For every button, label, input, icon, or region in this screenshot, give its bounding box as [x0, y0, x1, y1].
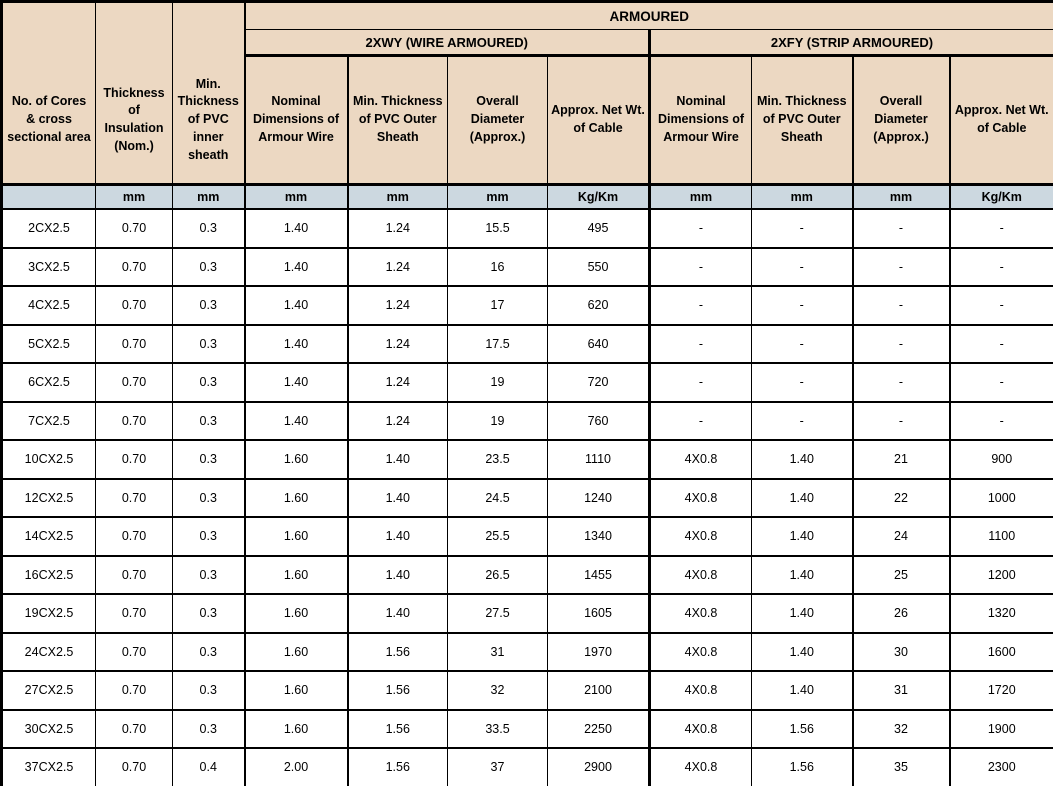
unit-cell: mm: [448, 185, 548, 210]
data-cell: 1.24: [348, 402, 448, 441]
data-cell: 21: [853, 440, 950, 479]
column-header-2xfy-net-weight: Approx. Net Wt. of Cable: [950, 56, 1053, 185]
data-cell: 26: [853, 594, 950, 633]
data-cell: 1.40: [348, 440, 448, 479]
data-cell: 2900: [548, 748, 650, 786]
unit-cell: Kg/Km: [548, 185, 650, 210]
data-cell: 550: [548, 248, 650, 287]
data-cell: 1.40: [245, 325, 348, 364]
data-cell: 1.60: [245, 556, 348, 595]
data-cell: 1100: [950, 517, 1053, 556]
data-cell: 0.3: [173, 710, 245, 749]
row-header-cell: 16CX2.5: [2, 556, 96, 595]
data-cell: 1240: [548, 479, 650, 518]
armoured-group-row: [2, 2, 1053, 30]
data-cell: 1.40: [752, 556, 853, 595]
data-cell: 1.40: [752, 633, 853, 672]
data-cell: 0.3: [173, 517, 245, 556]
data-cell: -: [752, 363, 853, 402]
data-cell: 0.70: [96, 363, 173, 402]
data-cell: -: [853, 286, 950, 325]
data-cell: 1.56: [348, 748, 448, 786]
data-cell: 0.3: [173, 479, 245, 518]
data-cell: 4X0.8: [650, 748, 752, 786]
column-header-2xwy-overall-diameter: Overall Diameter (Approx.): [448, 56, 548, 185]
data-cell: 1110: [548, 440, 650, 479]
armoured-group-header: ARMOURED: [245, 2, 1053, 30]
data-cell: 1.40: [348, 556, 448, 595]
data-cell: 1.40: [245, 363, 348, 402]
data-cell: 1.24: [348, 209, 448, 248]
unit-cell: mm: [96, 185, 173, 210]
data-cell: 1.56: [752, 748, 853, 786]
data-cell: 4X0.8: [650, 710, 752, 749]
data-cell: 0.3: [173, 325, 245, 364]
data-cell: -: [853, 325, 950, 364]
table-header: [2, 2, 1053, 210]
row-header-cell: 10CX2.5: [2, 440, 96, 479]
data-cell: 4X0.8: [650, 633, 752, 672]
data-cell: 0.70: [96, 671, 173, 710]
data-cell: 1.24: [348, 325, 448, 364]
data-cell: 1.40: [752, 517, 853, 556]
data-cell: -: [650, 209, 752, 248]
data-cell: 23.5: [448, 440, 548, 479]
data-cell: 2250: [548, 710, 650, 749]
data-cell: -: [650, 325, 752, 364]
row-header-cell: 19CX2.5: [2, 594, 96, 633]
data-cell: 1605: [548, 594, 650, 633]
data-cell: 1.40: [348, 594, 448, 633]
table-row: [2, 402, 1053, 441]
data-cell: -: [950, 402, 1053, 441]
data-cell: 2.00: [245, 748, 348, 786]
data-cell: 17: [448, 286, 548, 325]
table-row: [2, 517, 1053, 556]
data-cell: 0.3: [173, 440, 245, 479]
data-cell: 4X0.8: [650, 479, 752, 518]
data-cell: 1.60: [245, 710, 348, 749]
data-cell: 0.70: [96, 556, 173, 595]
data-cell: 495: [548, 209, 650, 248]
unit-cell: mm: [173, 185, 245, 210]
data-cell: 1200: [950, 556, 1053, 595]
table-row: [2, 325, 1053, 364]
data-cell: -: [853, 363, 950, 402]
data-cell: 1000: [950, 479, 1053, 518]
unit-cell: [2, 185, 96, 210]
unit-cell: mm: [348, 185, 448, 210]
data-cell: 33.5: [448, 710, 548, 749]
data-cell: -: [752, 248, 853, 287]
data-cell: 1.40: [752, 594, 853, 633]
column-header-2xwy-armour-wire: Nominal Dimensions of Armour Wire: [245, 56, 348, 185]
data-cell: 1970: [548, 633, 650, 672]
data-cell: 32: [853, 710, 950, 749]
table-row: [2, 209, 1053, 248]
data-cell: 31: [853, 671, 950, 710]
table-row: [2, 594, 1053, 633]
unit-cell: mm: [752, 185, 853, 210]
column-header-cores: No. of Cores & cross sectional area: [2, 2, 96, 185]
data-cell: 0.4: [173, 748, 245, 786]
table-row: [2, 748, 1053, 786]
data-cell: 0.70: [96, 633, 173, 672]
data-cell: 1.60: [245, 479, 348, 518]
column-header-2xwy-outer-sheath: Min. Thickness of PVC Outer Sheath: [348, 56, 448, 185]
data-cell: 25.5: [448, 517, 548, 556]
data-cell: 1720: [950, 671, 1053, 710]
data-cell: 1600: [950, 633, 1053, 672]
data-cell: 720: [548, 363, 650, 402]
data-cell: 0.70: [96, 594, 173, 633]
data-cell: 0.3: [173, 594, 245, 633]
table-row: [2, 556, 1053, 595]
data-cell: 1.24: [348, 286, 448, 325]
data-cell: 19: [448, 363, 548, 402]
row-header-cell: 24CX2.5: [2, 633, 96, 672]
data-cell: 22: [853, 479, 950, 518]
column-header-2xfy-overall-diameter: Overall Diameter (Approx.): [853, 56, 950, 185]
data-cell: 1.60: [245, 517, 348, 556]
data-cell: 1340: [548, 517, 650, 556]
data-cell: 37: [448, 748, 548, 786]
data-cell: 1.40: [348, 517, 448, 556]
data-cell: 1.24: [348, 363, 448, 402]
data-cell: 4X0.8: [650, 594, 752, 633]
data-cell: -: [950, 209, 1053, 248]
data-cell: 1.40: [752, 479, 853, 518]
data-cell: 0.70: [96, 479, 173, 518]
row-header-cell: 7CX2.5: [2, 402, 96, 441]
data-cell: -: [650, 286, 752, 325]
data-cell: 0.70: [96, 209, 173, 248]
data-cell: 0.70: [96, 248, 173, 287]
data-cell: -: [950, 286, 1053, 325]
data-cell: 0.3: [173, 633, 245, 672]
data-cell: 30: [853, 633, 950, 672]
data-cell: 0.70: [96, 748, 173, 786]
row-header-cell: 30CX2.5: [2, 710, 96, 749]
data-cell: 4X0.8: [650, 671, 752, 710]
data-cell: 1.40: [245, 248, 348, 287]
row-header-cell: 27CX2.5: [2, 671, 96, 710]
data-cell: 15.5: [448, 209, 548, 248]
data-cell: 35: [853, 748, 950, 786]
unit-cell: Kg/Km: [950, 185, 1053, 210]
table-row: [2, 286, 1053, 325]
data-cell: 1.40: [348, 479, 448, 518]
data-cell: -: [752, 209, 853, 248]
data-cell: 1.24: [348, 248, 448, 287]
data-cell: 2300: [950, 748, 1053, 786]
data-cell: 0.70: [96, 517, 173, 556]
data-cell: 31: [448, 633, 548, 672]
data-cell: 19: [448, 402, 548, 441]
data-cell: 1.56: [348, 710, 448, 749]
data-cell: 1.60: [245, 633, 348, 672]
column-header-2xfy-armour-wire: Nominal Dimensions of Armour Wire: [650, 56, 752, 185]
data-cell: 0.3: [173, 556, 245, 595]
data-cell: -: [752, 286, 853, 325]
table-row: [2, 363, 1053, 402]
data-cell: 1.56: [752, 710, 853, 749]
data-cell: -: [752, 402, 853, 441]
data-cell: 1.60: [245, 594, 348, 633]
table-row: [2, 248, 1053, 287]
unit-cell: mm: [650, 185, 752, 210]
row-header-cell: 2CX2.5: [2, 209, 96, 248]
data-cell: -: [650, 363, 752, 402]
row-header-cell: 5CX2.5: [2, 325, 96, 364]
data-cell: 24.5: [448, 479, 548, 518]
data-cell: 16: [448, 248, 548, 287]
data-cell: 0.3: [173, 248, 245, 287]
data-cell: 1900: [950, 710, 1053, 749]
data-cell: 1.40: [245, 286, 348, 325]
data-cell: 640: [548, 325, 650, 364]
data-cell: 1.60: [245, 440, 348, 479]
data-cell: 26.5: [448, 556, 548, 595]
row-header-cell: 14CX2.5: [2, 517, 96, 556]
data-cell: 0.3: [173, 671, 245, 710]
data-cell: 0.70: [96, 325, 173, 364]
row-header-cell: 12CX2.5: [2, 479, 96, 518]
data-cell: 620: [548, 286, 650, 325]
data-cell: 17.5: [448, 325, 548, 364]
data-cell: 0.3: [173, 363, 245, 402]
data-cell: 0.70: [96, 402, 173, 441]
data-cell: 0.70: [96, 286, 173, 325]
data-cell: 900: [950, 440, 1053, 479]
data-cell: 25: [853, 556, 950, 595]
data-cell: -: [950, 248, 1053, 287]
row-header-cell: 3CX2.5: [2, 248, 96, 287]
table-row: [2, 440, 1053, 479]
data-cell: 1.60: [245, 671, 348, 710]
data-cell: -: [752, 325, 853, 364]
data-cell: 760: [548, 402, 650, 441]
data-cell: -: [853, 248, 950, 287]
data-cell: 1.40: [752, 671, 853, 710]
data-cell: 27.5: [448, 594, 548, 633]
unit-cell: mm: [853, 185, 950, 210]
units-row: [2, 185, 1053, 210]
row-header-cell: 6CX2.5: [2, 363, 96, 402]
data-cell: 0.3: [173, 402, 245, 441]
data-cell: -: [650, 248, 752, 287]
table-row: [2, 710, 1053, 749]
table-row: [2, 671, 1053, 710]
data-cell: -: [950, 363, 1053, 402]
data-cell: 1.40: [245, 209, 348, 248]
data-cell: 0.70: [96, 440, 173, 479]
data-cell: 0.70: [96, 710, 173, 749]
data-cell: 4X0.8: [650, 556, 752, 595]
table-row: [2, 633, 1053, 672]
data-cell: -: [853, 402, 950, 441]
row-header-cell: 4CX2.5: [2, 286, 96, 325]
subgroup-2xwy-header: 2XWY (WIRE ARMOURED): [245, 30, 650, 56]
data-cell: 1455: [548, 556, 650, 595]
subgroup-2xfy-header: 2XFY (STRIP ARMOURED): [650, 30, 1053, 56]
data-cell: 1320: [950, 594, 1053, 633]
data-cell: -: [950, 325, 1053, 364]
column-header-2xwy-net-weight: Approx. Net Wt. of Cable: [548, 56, 650, 185]
unit-cell: mm: [245, 185, 348, 210]
data-cell: 4X0.8: [650, 440, 752, 479]
column-header-insulation-thickness: Thickness of Insulation (Nom.): [96, 2, 173, 185]
data-cell: 1.56: [348, 633, 448, 672]
data-cell: -: [853, 209, 950, 248]
data-cell: 32: [448, 671, 548, 710]
data-cell: 0.3: [173, 286, 245, 325]
row-header-cell: 37CX2.5: [2, 748, 96, 786]
data-cell: 1.40: [245, 402, 348, 441]
table-body: [2, 209, 1053, 786]
data-cell: 0.3: [173, 209, 245, 248]
data-cell: 2100: [548, 671, 650, 710]
column-header-inner-sheath-thickness: Min. Thickness of PVC inner sheath: [173, 2, 245, 185]
data-cell: -: [650, 402, 752, 441]
data-cell: 24: [853, 517, 950, 556]
column-header-2xfy-outer-sheath: Min. Thickness of PVC Outer Sheath: [752, 56, 853, 185]
data-cell: 4X0.8: [650, 517, 752, 556]
table-row: [2, 479, 1053, 518]
data-cell: 1.56: [348, 671, 448, 710]
data-cell: 1.40: [752, 440, 853, 479]
